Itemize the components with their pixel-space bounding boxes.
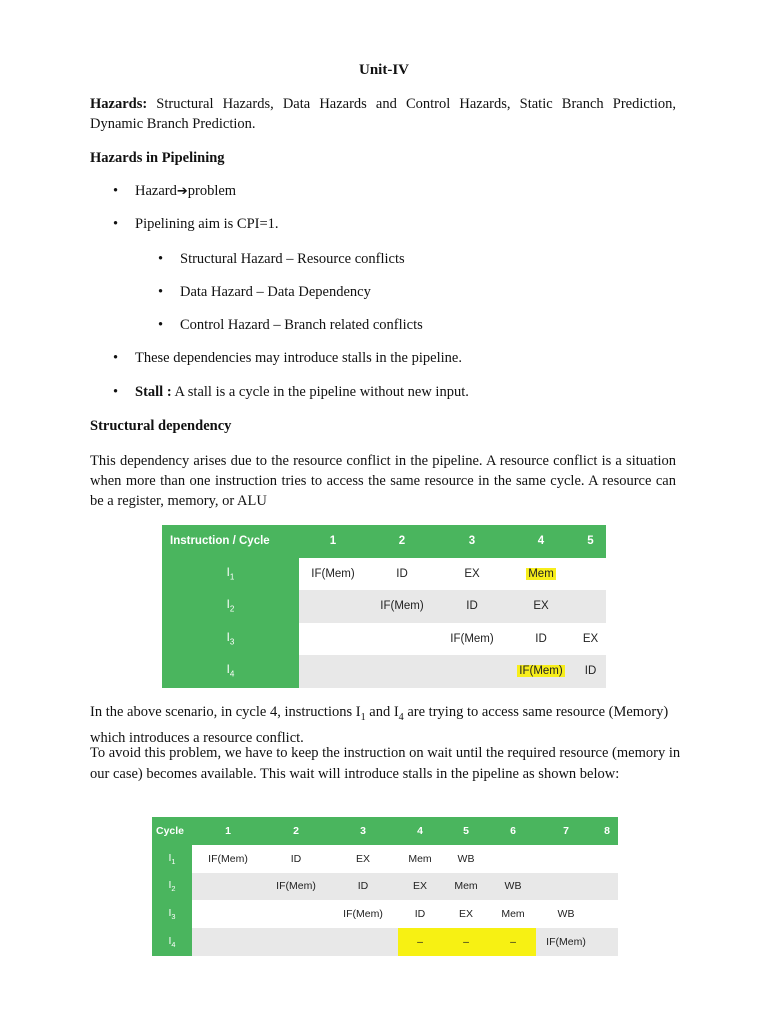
stage-cell (192, 900, 264, 928)
subscript: 1 (360, 711, 366, 723)
right-arrow-icon: ➔ (176, 184, 188, 199)
bullet-dot: • (158, 284, 164, 300)
header-cycle-cell: 1 (192, 817, 264, 845)
stage-cell (536, 873, 596, 901)
intro-text: Structural Hazards, Data Hazards and Control Hazards, Static Branch Prediction, Dynamic Branch Prediction. (90, 96, 676, 132)
header-cycle-cell: 4 (507, 525, 575, 558)
header-cycle-cell: 1 (299, 525, 367, 558)
page-title: Unit-IV (358, 62, 409, 78)
table-row (162, 558, 606, 591)
header-cycle-cell: 5 (575, 525, 606, 558)
header-cycle-cell: 8 (596, 817, 618, 845)
header-cycle-cell: 6 (490, 817, 536, 845)
stage-cell (536, 845, 596, 873)
stage-cell: ID (328, 873, 398, 901)
sub-bullet-text: Data Hazard – Data Dependency (180, 284, 371, 300)
stage-cell (328, 928, 398, 956)
stage-cell (192, 928, 264, 956)
stage-cell (299, 655, 367, 688)
instruction-label-cell: $I_2$ (162, 590, 299, 623)
stall-label: Stall : (135, 384, 172, 400)
header-cycle-cell: 2 (367, 525, 437, 558)
intro-label: Hazards: (90, 96, 148, 112)
structural-hazard-table (162, 525, 606, 688)
table-row (152, 845, 618, 873)
table-row (162, 623, 606, 656)
scenario-text: and I (365, 704, 399, 720)
highlighted-stage: IF(Mem) (519, 665, 563, 678)
stage-cell (596, 900, 618, 928)
header-cycle-cell: 4 (398, 817, 442, 845)
stage-cell: IF(Mem) (367, 590, 437, 623)
table-header-row (162, 525, 606, 558)
scenario-text: In the above scenario, in cycle 4, instructions I (90, 704, 361, 720)
instruction-label-cell: $I_3$ (152, 900, 192, 928)
bullet-stalls-text: These dependencies may introduce stalls in the pipeline. (135, 350, 462, 366)
stage-cell: EX (582, 632, 599, 645)
stage-cell: ID (437, 590, 507, 623)
table-row (152, 900, 618, 928)
stage-cell (490, 845, 536, 873)
header-cycle-cell: 5 (442, 817, 490, 845)
stage-cell (299, 590, 367, 623)
bullet-dot: • (113, 183, 119, 199)
header-cycle-cell: 7 (536, 817, 596, 845)
table-header-row (152, 817, 618, 845)
stage-cell: EX (464, 567, 480, 580)
instruction-label-cell: $I_4$ (162, 655, 299, 688)
intro-paragraph (90, 94, 676, 134)
stage-cell (299, 623, 367, 656)
instruction-label-cell: $I_2$ (152, 873, 192, 901)
sub-bullet-text: Structural Hazard – Resource conflicts (180, 251, 405, 267)
instruction-label-cell: $I_1$ (162, 558, 299, 591)
stage-cell: EX (355, 852, 370, 865)
stage-cell: ID (535, 632, 547, 645)
stage-cell: IF(Mem) (536, 928, 596, 956)
stage-cell (367, 655, 437, 688)
bullet-dot: • (113, 350, 119, 366)
bullet-hazard-pre: Hazard (135, 183, 177, 199)
stage-cell: WB (457, 852, 475, 865)
stage-cell: Mem (408, 852, 432, 865)
stall-pipeline-table (152, 817, 618, 956)
stage-cell: ID (290, 852, 302, 865)
stage-cell (507, 655, 575, 688)
stage-cell (507, 558, 575, 591)
stage-cell (575, 590, 606, 623)
bullet-dot: • (113, 216, 119, 232)
stage-cell: IF(Mem) (264, 873, 328, 901)
stage-cell: Mem (442, 873, 490, 901)
sub-bullet-text: Control Hazard – Branch related conflicts (180, 317, 423, 333)
stage-cell (367, 623, 437, 656)
header-cycle-cell: 3 (437, 525, 507, 558)
stage-cell: EX (507, 590, 575, 623)
bullet-dot: • (158, 317, 164, 333)
stage-cell: WB (490, 873, 536, 901)
stage-cell: – (442, 928, 490, 956)
stage-cell: ID (575, 655, 606, 688)
stage-cell (264, 900, 328, 928)
stage-cell: WB (557, 908, 575, 921)
table-row (162, 590, 606, 623)
stage-cell: – (490, 928, 536, 956)
stall-text: A stall is a cycle in the pipeline without new input. (171, 384, 469, 400)
stage-cell: EX (458, 908, 473, 921)
stage-cell: Mem (501, 908, 525, 921)
section-heading-structural: Structural dependency (90, 418, 232, 434)
table-row (152, 928, 618, 956)
header-label-cell: Cycle (152, 817, 192, 845)
scenario-paragraph (90, 702, 690, 749)
stage-cell (596, 845, 618, 873)
stage-cell (192, 873, 264, 901)
stage-cell: EX (398, 873, 442, 901)
header-label-cell: Instruction / Cycle (162, 525, 299, 558)
stage-cell: ID (414, 908, 426, 921)
bullet-hazard-post: problem (187, 183, 237, 199)
stage-cell: IF(Mem) (450, 632, 494, 645)
stage-cell (437, 655, 507, 688)
table-row (152, 873, 618, 901)
bullet-dot: • (113, 384, 119, 400)
scenario-text: are trying to access same resource (Memory) which introduces a resource conflict. (90, 704, 669, 747)
stage-cell (264, 928, 328, 956)
bullet-cpi-text: Pipelining aim is CPI=1. (135, 216, 279, 232)
section-heading-hazards: Hazards in Pipelining (90, 150, 225, 166)
stage-cell (596, 928, 618, 956)
header-cycle-cell: 2 (264, 817, 328, 845)
instruction-label-cell: $I_4$ (152, 928, 192, 956)
stage-cell (596, 873, 618, 901)
avoid-paragraph: To avoid this problem, we have to keep the instruction on wait until the required resource (memory in our case) becomes available. This wait will introduce stalls in the pipeline as shown below: (90, 745, 681, 782)
stage-cell: IF(Mem) (343, 908, 383, 921)
highlighted-stage: Mem (528, 567, 554, 580)
structural-paragraph: This dependency arises due to the resource conflict in the pipeline. A resource conflict is a situation when more than one instruction tries to access the same resource in the same cycle. A resource can be a register, memory, or ALU (90, 453, 676, 509)
table-row (162, 655, 606, 688)
stage-cell: IF(Mem) (311, 567, 355, 580)
stage-cell: – (398, 928, 442, 956)
instruction-label-cell: $I_3$ (162, 623, 299, 656)
stage-cell: ID (396, 567, 408, 580)
header-cycle-cell: 3 (328, 817, 398, 845)
stage-cell: IF(Mem) (208, 852, 248, 865)
subscript: 4 (398, 711, 404, 723)
instruction-label-cell: $I_1$ (152, 845, 192, 873)
bullet-dot: • (158, 251, 164, 267)
stage-cell (575, 558, 606, 591)
